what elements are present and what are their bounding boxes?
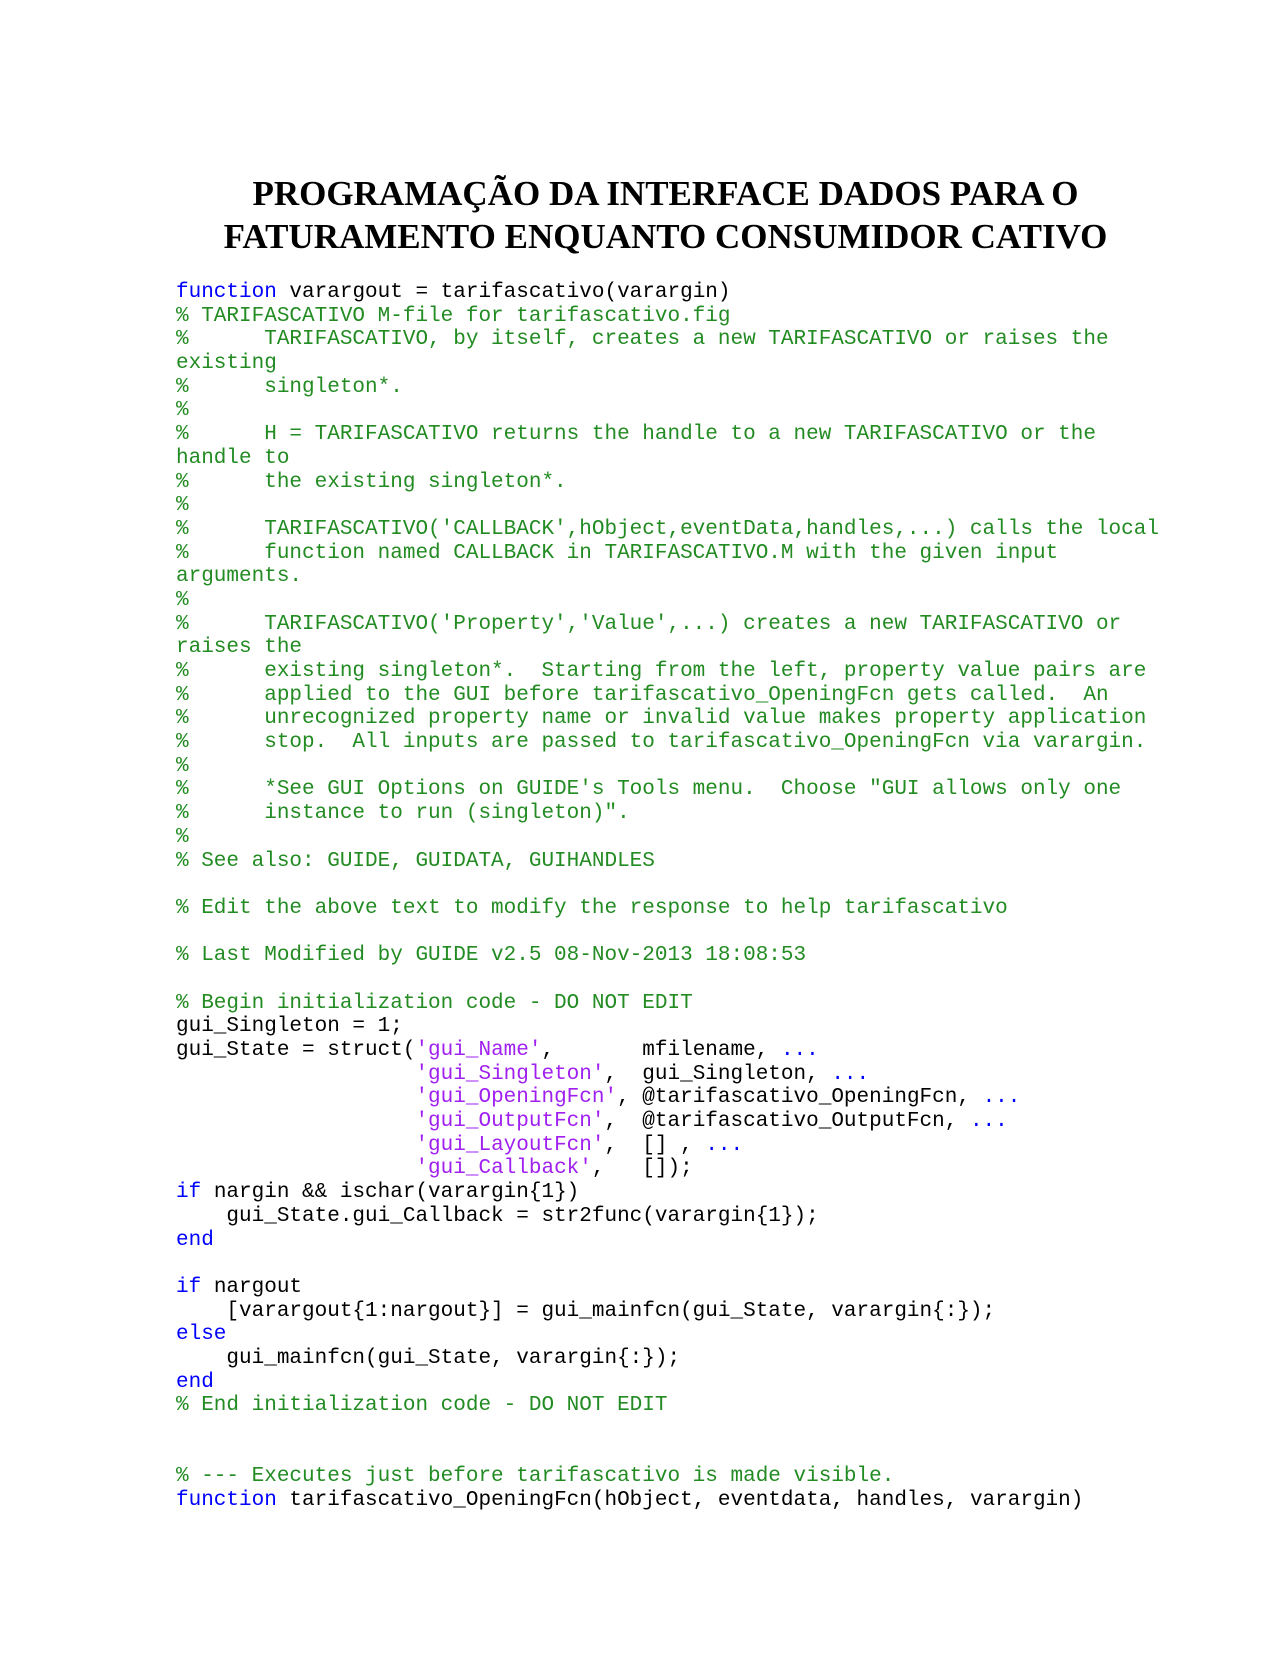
code-token: % H = TARIFASCATIVO returns the handle to a new TARIFASCATIVO or the bbox=[176, 423, 1096, 447]
code-token: varargout = tarifascativo(varargin) bbox=[276, 281, 731, 304]
code-line bbox=[176, 1371, 1176, 1395]
code-token: ... bbox=[705, 1133, 744, 1157]
code-line bbox=[176, 1489, 1176, 1513]
code-line bbox=[176, 1134, 1176, 1158]
code-line bbox=[176, 328, 1176, 352]
code-token: % stop. All inputs are passed to tarifascativo_OpeningFcn via varargin. bbox=[176, 731, 1147, 755]
code-token: , [] , bbox=[604, 1133, 706, 1157]
code-line bbox=[176, 1300, 1176, 1324]
code-line bbox=[176, 471, 1176, 495]
code-token: % existing singleton*. Starting from the left, property value pairs are bbox=[176, 660, 1147, 683]
code-token: gui_State = struct( bbox=[176, 1039, 416, 1062]
code-line bbox=[176, 636, 1176, 660]
code-token: % *See GUI Options on GUIDE's Tools menu. Choose "GUI allows only one bbox=[176, 778, 1122, 802]
code-token: if bbox=[176, 1181, 202, 1205]
code-line bbox=[176, 802, 1176, 826]
code-token: ... bbox=[831, 1062, 870, 1086]
code-token bbox=[176, 1086, 415, 1109]
code-line bbox=[176, 1394, 1176, 1418]
code-token: [varargout{1:nargout}] = gui_mainfcn(gui_State, varargin{:}); bbox=[176, 1299, 996, 1323]
code-token bbox=[176, 1134, 415, 1157]
code-token: if bbox=[176, 1275, 202, 1299]
code-line bbox=[176, 1157, 1176, 1181]
code-token: % the existing singleton*. bbox=[176, 470, 567, 494]
page-title-line-2: FATURAMENTO ENQUANTO CONSUMIDOR CATIVO bbox=[223, 217, 1108, 256]
code-token: raises the bbox=[176, 636, 303, 660]
code-line bbox=[176, 1205, 1176, 1229]
page-title-line-1: PROGRAMAÇÃO DA INTERFACE DADOS PARA O bbox=[252, 174, 1079, 213]
code-token: , @tarifascativo_OutputFcn, bbox=[604, 1110, 970, 1134]
code-token: , []); bbox=[591, 1157, 693, 1181]
code-token: , mfilename, bbox=[541, 1039, 781, 1062]
code-token: nargout bbox=[201, 1275, 303, 1299]
code-line bbox=[176, 447, 1176, 471]
code-line bbox=[176, 423, 1176, 447]
code-token: 'gui_Singleton' bbox=[415, 1062, 605, 1086]
code-token: % bbox=[176, 588, 189, 612]
code-token: else bbox=[176, 1323, 227, 1347]
code-token: ... bbox=[780, 1039, 819, 1062]
code-token bbox=[176, 1110, 415, 1133]
code-token: , @tarifascativo_OpeningFcn, bbox=[617, 1086, 983, 1110]
code-line bbox=[176, 589, 1176, 613]
code-line bbox=[176, 944, 1176, 968]
code-line bbox=[176, 707, 1176, 731]
code-token: ... bbox=[969, 1110, 1008, 1134]
code-line bbox=[176, 731, 1176, 755]
code-token: , gui_Singleton, bbox=[604, 1062, 832, 1086]
code-line bbox=[176, 1347, 1176, 1371]
code-token: tarifascativo_OpeningFcn(hObject, eventdata, handles, varargin) bbox=[276, 1489, 1084, 1513]
code-token: % Last Modified by GUIDE v2.5 08-Nov-2013 18:08:53 bbox=[176, 944, 807, 968]
code-line bbox=[176, 684, 1176, 708]
code-token: 'gui_Name' bbox=[415, 1039, 542, 1062]
code-token: gui_State.gui_Callback = str2func(varargin{1}); bbox=[176, 1204, 819, 1228]
code-token: 'gui_OutputFcn' bbox=[415, 1110, 605, 1134]
code-token: gui_Singleton = 1; bbox=[176, 1015, 403, 1039]
code-line bbox=[176, 376, 1176, 400]
code-token: % --- Executes just before tarifascativo is made visible. bbox=[176, 1465, 895, 1489]
code-token: end bbox=[176, 1370, 214, 1394]
code-token bbox=[176, 968, 189, 991]
code-line bbox=[176, 518, 1176, 542]
code-token: nargin && ischar(varargin{1}) bbox=[201, 1181, 580, 1205]
code-token: existing bbox=[176, 352, 277, 376]
code-line bbox=[176, 873, 1176, 897]
code-line bbox=[176, 1063, 1176, 1087]
code-token: % TARIFASCATIVO('Property','Value',...) creates a new TARIFASCATIVO or bbox=[176, 612, 1122, 636]
code-token: 'gui_Callback' bbox=[415, 1157, 592, 1181]
code-line bbox=[176, 565, 1176, 589]
code-token: 'gui_LayoutFcn' bbox=[415, 1133, 605, 1157]
code-line bbox=[176, 897, 1176, 921]
code-token: % unrecognized property name or invalid value makes property application bbox=[176, 707, 1147, 731]
code-line bbox=[176, 850, 1176, 874]
code-token bbox=[176, 1252, 189, 1275]
code-token: function bbox=[176, 1489, 277, 1513]
code-token bbox=[176, 1418, 189, 1441]
code-token: % Edit the above text to modify the response to help tarifascativo bbox=[176, 896, 1008, 920]
code-token bbox=[176, 1157, 415, 1180]
code-line bbox=[176, 281, 1176, 305]
code-token: gui_mainfcn(gui_State, varargin{:}); bbox=[176, 1346, 681, 1370]
code-token: % singleton*. bbox=[176, 375, 403, 399]
code-token: 'gui_OpeningFcn' bbox=[415, 1086, 618, 1110]
code-line bbox=[176, 1110, 1176, 1134]
code-token: end bbox=[176, 1228, 214, 1252]
code-token bbox=[176, 1442, 189, 1465]
code-line bbox=[176, 613, 1176, 637]
code-line bbox=[176, 1015, 1176, 1039]
code-token: function bbox=[176, 281, 277, 304]
code-line bbox=[176, 968, 1176, 992]
code-line bbox=[176, 992, 1176, 1016]
code-line bbox=[176, 660, 1176, 684]
code-token: handle to bbox=[176, 446, 290, 470]
code-line bbox=[176, 1181, 1176, 1205]
code-token: arguments. bbox=[176, 565, 303, 589]
code-token: % bbox=[176, 754, 189, 778]
code-line bbox=[176, 1418, 1176, 1442]
code-line bbox=[176, 826, 1176, 850]
code-token: % TARIFASCATIVO('CALLBACK',hObject,eventData,handles,...) calls the local bbox=[176, 517, 1159, 541]
code-line bbox=[176, 755, 1176, 779]
code-line bbox=[176, 1229, 1176, 1253]
code-line bbox=[176, 1465, 1176, 1489]
code-token: % bbox=[176, 494, 189, 518]
code-token: % bbox=[176, 825, 189, 849]
code-line bbox=[176, 494, 1176, 518]
code-token bbox=[176, 873, 189, 896]
code-line bbox=[176, 1086, 1176, 1110]
code-listing bbox=[176, 281, 1176, 1513]
code-line bbox=[176, 778, 1176, 802]
code-token: % bbox=[176, 399, 189, 423]
code-token bbox=[176, 921, 189, 944]
code-token: % applied to the GUI before tarifascativo_OpeningFcn gets called. An bbox=[176, 683, 1109, 707]
page-title bbox=[0, 172, 1280, 258]
code-line bbox=[176, 305, 1176, 329]
code-token: % See also: GUIDE, GUIDATA, GUIHANDLES bbox=[176, 849, 655, 873]
code-line bbox=[176, 542, 1176, 566]
code-token bbox=[176, 1063, 415, 1086]
code-line bbox=[176, 1039, 1176, 1063]
code-line bbox=[176, 1252, 1176, 1276]
code-line bbox=[176, 921, 1176, 945]
code-token: ... bbox=[982, 1086, 1021, 1110]
code-line bbox=[176, 352, 1176, 376]
code-token: % Begin initialization code - DO NOT EDIT bbox=[176, 991, 693, 1015]
code-line bbox=[176, 1323, 1176, 1347]
code-token: % End initialization code - DO NOT EDIT bbox=[176, 1394, 668, 1418]
code-token: % instance to run (singleton)". bbox=[176, 802, 630, 826]
code-token: % TARIFASCATIVO M-file for tarifascativo.fig bbox=[176, 304, 731, 328]
code-token: % TARIFASCATIVO, by itself, creates a new TARIFASCATIVO or raises the bbox=[176, 328, 1109, 352]
code-line bbox=[176, 1276, 1176, 1300]
code-token: % function named CALLBACK in TARIFASCATIVO.M with the given input bbox=[176, 541, 1059, 565]
code-line bbox=[176, 399, 1176, 423]
code-line bbox=[176, 1442, 1176, 1466]
